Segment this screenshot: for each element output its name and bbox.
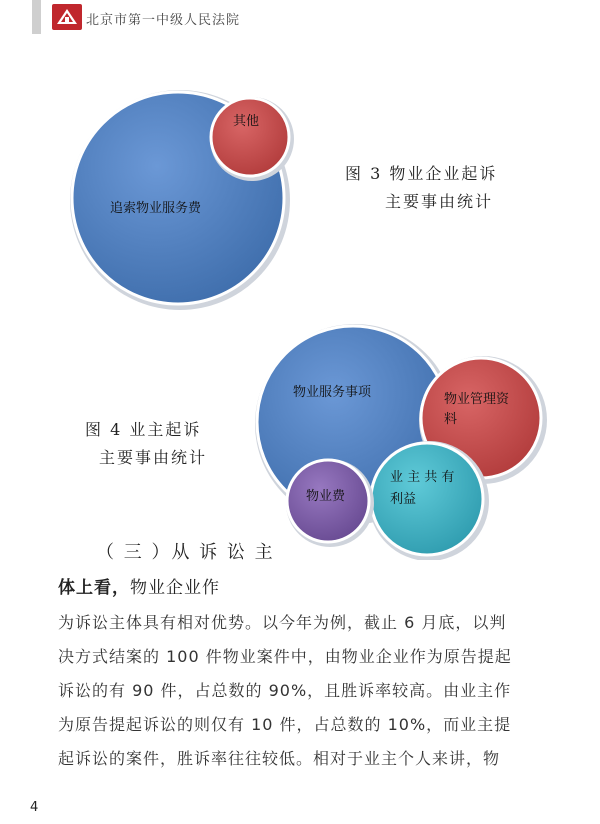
fig3-label-fees: 追索物业服务费: [110, 201, 202, 216]
fig4-label-materials: [444, 390, 509, 430]
page-number: 4: [30, 800, 39, 815]
fig4-label-common-line2: 利益: [390, 492, 417, 507]
fig4-caption-line1: 图 4 业主起诉: [85, 420, 202, 439]
fig4-label-common-line1: 业 主 共 有: [390, 470, 455, 485]
fig4-label-service: 物业服务事项: [293, 385, 372, 400]
fig4-label-fee: 物业费: [306, 489, 346, 504]
fig3-caption-line2: 主要事由统计: [385, 192, 494, 211]
section-lead-rest: 物业企业作: [130, 578, 220, 598]
fig4-label-common: [390, 467, 454, 511]
fig3-caption: [345, 160, 497, 216]
body-line: 为原告提起诉讼的则仅有 10 件，占总数的 10%，而业主提: [58, 715, 512, 734]
fig4-caption: [85, 416, 207, 472]
fig4-label-materials-line2: 料: [444, 412, 458, 427]
fig4-caption-line2: 主要事由统计: [99, 448, 208, 467]
section-lead: [58, 573, 220, 598]
body-line: 决方式结案的 100 件物业案件中，由物业企业作为原告提起: [58, 647, 512, 666]
section-lead-bold: 体上看，: [58, 578, 130, 598]
body-paragraph: [58, 606, 558, 776]
court-name: 北京市第一中级人民法院: [86, 13, 241, 28]
body-line: 起诉讼的案件，胜诉率往往较低。相对于业主个人来讲，物: [58, 749, 501, 768]
body-line: 诉讼的有 90 件，占总数的 90%，且胜诉率较高。由业主作: [58, 681, 512, 700]
body-line: 为诉讼主体具有相对优势。以今年为例，截止 6 月底，以判: [58, 613, 507, 632]
section-heading: （ 三 ）从 诉 讼 主: [96, 542, 275, 563]
fig3-caption-line1: 图 3 物业企业起诉: [345, 164, 498, 183]
fig3-label-other: 其他: [233, 114, 260, 129]
fig4-label-materials-line1: 物业管理资: [444, 392, 510, 407]
